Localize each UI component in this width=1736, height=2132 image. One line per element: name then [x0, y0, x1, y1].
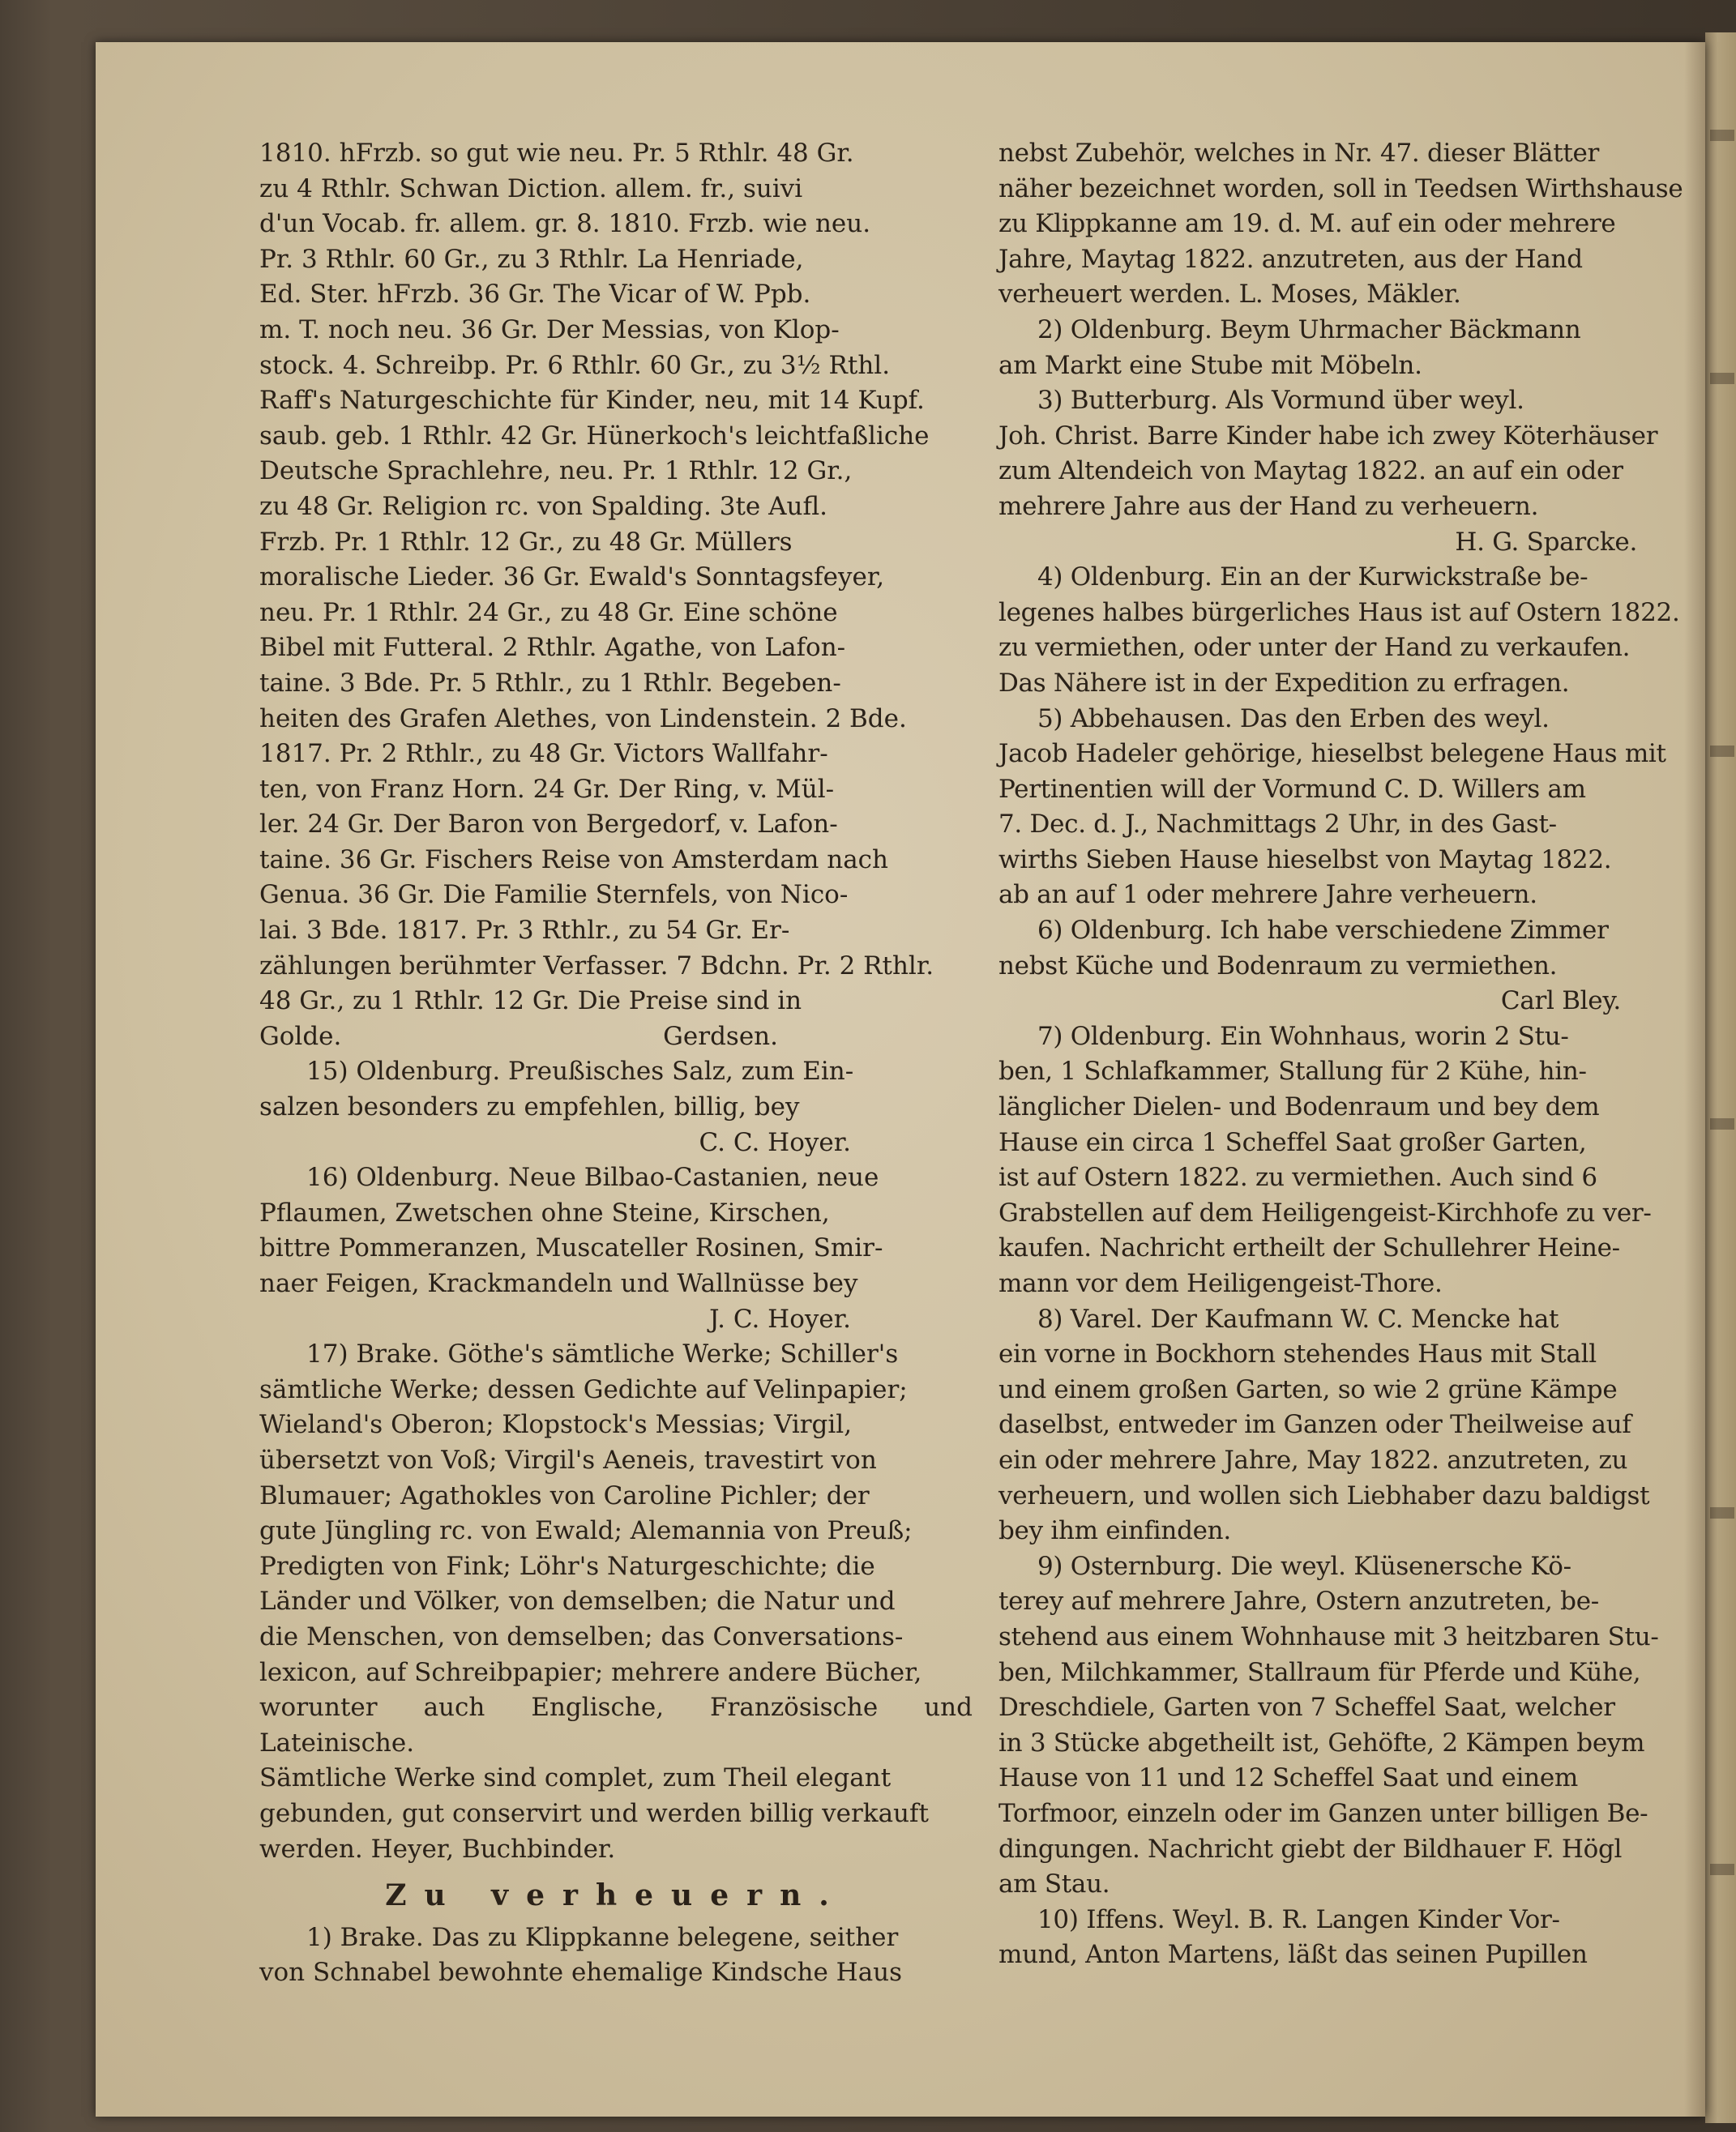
- text-line: Wieland's Oberon; Klopstock's Messias; Virgil,: [259, 1410, 853, 1440]
- text-line: lexicon, auf Schreibpapier; mehrere andere Bücher,: [259, 1657, 922, 1687]
- text-line: Pr. 3 Rthlr. 60 Gr., zu 3 Rthlr. La Henriade,: [259, 244, 804, 274]
- advertiser-signature: Gerdsen.: [663, 1021, 778, 1051]
- text-line: Predigten von Fink; Löhr's Naturgeschichte; die: [259, 1551, 875, 1581]
- text-line: zählungen berühmter Verfasser. 7 Bdchn. Pr. 2 Rthlr.: [259, 951, 934, 981]
- text-line: näher bezeichnet worden, soll in Teedsen Wirthshause: [998, 173, 1683, 203]
- adjacent-page-mark: [1710, 373, 1734, 384]
- rental-entry-3: [998, 383, 1694, 560]
- text-line: taine. 36 Gr. Fischers Reise von Amsterdam nach: [259, 844, 889, 874]
- rental-entry-5: [998, 702, 1694, 914]
- text-line: mehrere Jahre aus der Hand zu verheuern.: [998, 491, 1539, 521]
- text-line: ler. 24 Gr. Der Baron von Bergedorf, v. Lafon-: [259, 810, 838, 840]
- text-line: Genua. 36 Gr. Die Familie Sternfels, von Nico-: [259, 880, 849, 910]
- text-line: am Stau.: [998, 1869, 1110, 1899]
- adjacent-page-mark: [1710, 1507, 1734, 1519]
- text-line: und einem großen Garten, so wie 2 grüne Kämpe: [998, 1374, 1618, 1404]
- text-line: Pflaumen, Zwetschen ohne Steine, Kirschen,: [259, 1198, 830, 1228]
- text-line: d'un Vocab. fr. allem. gr. 8. 1810. Frzb. wie neu.: [259, 209, 871, 239]
- text-line: m. T. noch neu. 36 Gr. Der Messias, von Klop-: [259, 314, 840, 344]
- left-column: [259, 136, 973, 1991]
- text-line: salzen besonders zu empfehlen, billig, bey: [259, 1092, 800, 1122]
- rental-entry-10: [998, 1903, 1694, 1973]
- text-line: bey ihm einfinden.: [998, 1516, 1231, 1546]
- text-line: stehend aus einem Wohnhause mit 3 heitzbaren Stu-: [998, 1621, 1659, 1651]
- text-line: ein vorne in Bockhorn stehendes Haus mit Stall: [998, 1339, 1597, 1369]
- text-line: wirths Sieben Hause hieselbst von Maytag 1822.: [998, 844, 1612, 874]
- text-line: heiten des Grafen Alethes, von Lindenstein. 2 Bde.: [259, 703, 907, 733]
- text-line: Joh. Christ. Barre Kinder habe ich zwey Köterhäuser: [998, 421, 1658, 451]
- text-line: terey auf mehrere Jahre, Ostern anzutreten, be-: [998, 1587, 1599, 1617]
- text-line: Deutsche Sprachlehre, neu. Pr. 1 Rthlr. 12 Gr.,: [259, 456, 853, 486]
- rental-entry-9: [998, 1549, 1694, 1903]
- text-line: worunter auch Englische, Französische und Lateinische.: [259, 1693, 973, 1758]
- text-line: dingungen. Nachricht giebt der Bildhauer F. Högl: [998, 1834, 1623, 1864]
- text-line: Jahre, Maytag 1822. anzutreten, aus der Hand: [998, 244, 1583, 274]
- text-line: 9) Osternburg. Die weyl. Klüsenersche Kö-: [1037, 1551, 1571, 1581]
- text-line: bittre Pommeranzen, Muscateller Rosinen, Smir-: [259, 1233, 883, 1263]
- notice-entry-17: [259, 1337, 973, 1867]
- text-line: werden. Heyer, Buchbinder.: [259, 1834, 616, 1864]
- text-line: 5) Abbehausen. Das den Erben des weyl.: [1037, 703, 1550, 733]
- advertiser-signature: Carl Bley.: [1500, 986, 1621, 1016]
- text-line: Bibel mit Futteral. 2 Rthlr. Agathe, von Lafon-: [259, 633, 846, 663]
- text-line: 7. Dec. d. J., Nachmittags 2 Uhr, in des Gast-: [998, 810, 1557, 840]
- text-line: länglicher Dielen- und Bodenraum und bey dem: [998, 1092, 1600, 1122]
- rental-entry-4: [998, 560, 1694, 701]
- adjacent-page-mark: [1710, 1864, 1734, 1875]
- text-line: 1) Brake. Das zu Klippkanne belegene, seither: [306, 1922, 899, 1952]
- text-line: in 3 Stücke abgetheilt ist, Gehöfte, 2 Kämpen beym: [998, 1728, 1645, 1758]
- notice-entry-15: [259, 1054, 973, 1160]
- text-line: gute Jüngling rc. von Ewald; Alemannia von Preuß;: [259, 1516, 913, 1546]
- text-line: 2) Oldenburg. Beym Uhrmacher Bäckmann: [1037, 314, 1581, 344]
- text-line: Raff's Naturgeschichte für Kinder, neu, mit 14 Kupf.: [259, 386, 925, 416]
- text-line: taine. 3 Bde. Pr. 5 Rthlr., zu 1 Rthlr. Begeben-: [259, 668, 841, 698]
- text-line: von Schnabel bewohnte ehemalige Kindsche Haus: [259, 1958, 903, 1988]
- text-line: sämtliche Werke; dessen Gedichte auf Velinpapier;: [259, 1374, 908, 1404]
- text-line: Sämtliche Werke sind complet, zum Theil elegant: [259, 1763, 892, 1793]
- text-line: verheuern, und wollen sich Liebhaber dazu baldigst: [998, 1480, 1650, 1510]
- rental-entry-1-continued: [998, 136, 1694, 313]
- text-line: gebunden, gut conservirt und werden billig verkauft: [259, 1798, 929, 1828]
- text-line: 7) Oldenburg. Ein Wohnhaus, worin 2 Stu-: [1037, 1021, 1569, 1051]
- text-line: neu. Pr. 1 Rthlr. 24 Gr., zu 48 Gr. Eine schöne: [259, 597, 838, 627]
- adjacent-page-mark: [1710, 746, 1734, 757]
- advertiser-signature: H. G. Sparcke.: [1455, 527, 1637, 557]
- section-heading: Zu verheuern.: [385, 1878, 847, 1913]
- rental-entry-7: [998, 1019, 1694, 1302]
- text-line: naer Feigen, Krackmandeln und Wallnüsse bey: [259, 1269, 858, 1298]
- text-line: Torfmoor, einzeln oder im Ganzen unter billigen Be-: [998, 1798, 1648, 1828]
- book-list-continuation: [259, 136, 973, 1054]
- text-line: legenes halbes bürgerliches Haus ist auf Ostern 1822.: [998, 597, 1680, 627]
- text-line: nebst Küche und Bodenraum zu vermiethen.: [998, 951, 1558, 981]
- text-line: am Markt eine Stube mit Möbeln.: [998, 350, 1422, 380]
- text-line: zu 48 Gr. Religion rc. von Spalding. 3te Aufl.: [259, 491, 827, 521]
- text-line: Dreschdiele, Garten von 7 Scheffel Saat, welcher: [998, 1693, 1615, 1723]
- text-line: zu Klippkanne am 19. d. M. auf ein oder mehrere: [998, 209, 1616, 239]
- text-line: zu 4 Rthlr. Schwan Diction. allem. fr., suivi: [259, 173, 803, 203]
- text-line: mann vor dem Heiligengeist-Thore.: [998, 1269, 1443, 1298]
- text-line: moralische Lieder. 36 Gr. Ewald's Sonntagsfeyer,: [259, 562, 885, 592]
- text-line: Pertinentien will der Vormund C. D. Willers am: [998, 774, 1586, 804]
- text-line: 10) Iffens. Weyl. B. R. Langen Kinder Vor-: [1037, 1904, 1560, 1934]
- text-line: zu vermiethen, oder unter der Hand zu verkaufen.: [998, 633, 1631, 663]
- text-line: Hause von 11 und 12 Scheffel Saat und einem: [998, 1763, 1578, 1793]
- text-line: lai. 3 Bde. 1817. Pr. 3 Rthlr., zu 54 Gr. Er-: [259, 916, 790, 946]
- text-line: 6) Oldenburg. Ich habe verschiedene Zimmer: [1037, 916, 1609, 946]
- text-line: ab an auf 1 oder mehrere Jahre verheuern.: [998, 880, 1537, 910]
- right-column: [998, 136, 1694, 1973]
- text-line: 4) Oldenburg. Ein an der Kurwickstraße be-: [1037, 562, 1588, 592]
- text-line: Grabstellen auf dem Heiligengeist-Kirchhofe zu ver-: [998, 1198, 1652, 1228]
- text-line: Blumauer; Agathokles von Caroline Pichler; der: [259, 1480, 870, 1510]
- text-line: Ed. Ster. hFrzb. 36 Gr. The Vicar of W. Ppb.: [259, 280, 811, 310]
- text-line: 48 Gr., zu 1 Rthlr. 12 Gr. Die Preise sind in: [259, 986, 802, 1016]
- text-line: Golde.: [259, 1021, 342, 1051]
- text-line: kaufen. Nachricht ertheilt der Schullehrer Heine-: [998, 1233, 1620, 1263]
- text-line: 15) Oldenburg. Preußisches Salz, zum Ein-: [306, 1057, 854, 1087]
- text-line: stock. 4. Schreibp. Pr. 6 Rthlr. 60 Gr., zu 3½ Rthl.: [259, 350, 891, 380]
- text-line: 17) Brake. Göthe's sämtliche Werke; Schiller's: [306, 1339, 899, 1369]
- advertiser-signature: C. C. Hoyer.: [699, 1127, 851, 1157]
- rental-entry-1: [259, 1921, 973, 1991]
- text-line: ten, von Franz Horn. 24 Gr. Der Ring, v. Mül-: [259, 774, 835, 804]
- adjacent-page-mark: [1710, 1118, 1734, 1130]
- text-line: ist auf Ostern 1822. zu vermiethen. Auch sind 6: [998, 1163, 1597, 1193]
- text-line: mund, Anton Martens, läßt das seinen Pupillen: [998, 1940, 1588, 1970]
- text-line: saub. geb. 1 Rthlr. 42 Gr. Hünerkoch's leichtfaßliche: [259, 421, 930, 451]
- rental-entry-2: [998, 313, 1694, 383]
- text-line: Länder und Völker, von demselben; die Natur und: [259, 1587, 896, 1617]
- text-line: daselbst, entweder im Ganzen oder Theilweise auf: [998, 1410, 1631, 1440]
- text-line: ben, 1 Schlafkammer, Stallung für 2 Kühe, hin-: [998, 1057, 1587, 1087]
- advertiser-signature: J. C. Hoyer.: [709, 1304, 851, 1334]
- text-line: übersetzt von Voß; Virgil's Aeneis, travestirt von: [259, 1445, 877, 1475]
- text-line: die Menschen, von demselben; das Conversations-: [259, 1621, 904, 1651]
- text-line: nebst Zubehör, welches in Nr. 47. dieser Blätter: [998, 139, 1600, 168]
- adjacent-page-edge: [1705, 32, 1736, 2123]
- adjacent-page-mark: [1710, 130, 1734, 141]
- text-line: 1810. hFrzb. so gut wie neu. Pr. 5 Rthlr. 48 Gr.: [259, 139, 854, 168]
- text-line: Das Nähere ist in der Expedition zu erfragen.: [998, 668, 1570, 698]
- notice-entry-16: [259, 1160, 973, 1337]
- text-line: Jacob Hadeler gehörige, hieselbst belegene Haus mit: [998, 739, 1666, 769]
- text-line: Frzb. Pr. 1 Rthlr. 12 Gr., zu 48 Gr. Müllers: [259, 527, 793, 557]
- text-line: verheuert werden. L. Moses, Mäkler.: [998, 280, 1461, 310]
- text-line: Hause ein circa 1 Scheffel Saat großer Garten,: [998, 1127, 1587, 1157]
- rental-entry-8: [998, 1302, 1694, 1549]
- rental-entry-6: [998, 913, 1694, 1019]
- text-line: 1817. Pr. 2 Rthlr., zu 48 Gr. Victors Wallfahr-: [259, 739, 828, 769]
- text-line: 8) Varel. Der Kaufmann W. C. Mencke hat: [1037, 1304, 1559, 1334]
- text-line: ben, Milchkammer, Stallraum für Pferde und Kühe,: [998, 1657, 1641, 1687]
- text-line: 16) Oldenburg. Neue Bilbao-Castanien, neue: [306, 1163, 879, 1193]
- text-line: 3) Butterburg. Als Vormund über weyl.: [1037, 386, 1524, 416]
- text-line: ein oder mehrere Jahre, May 1822. anzutreten, zu: [998, 1445, 1628, 1475]
- text-line: zum Altendeich von Maytag 1822. an auf ein oder: [998, 456, 1623, 486]
